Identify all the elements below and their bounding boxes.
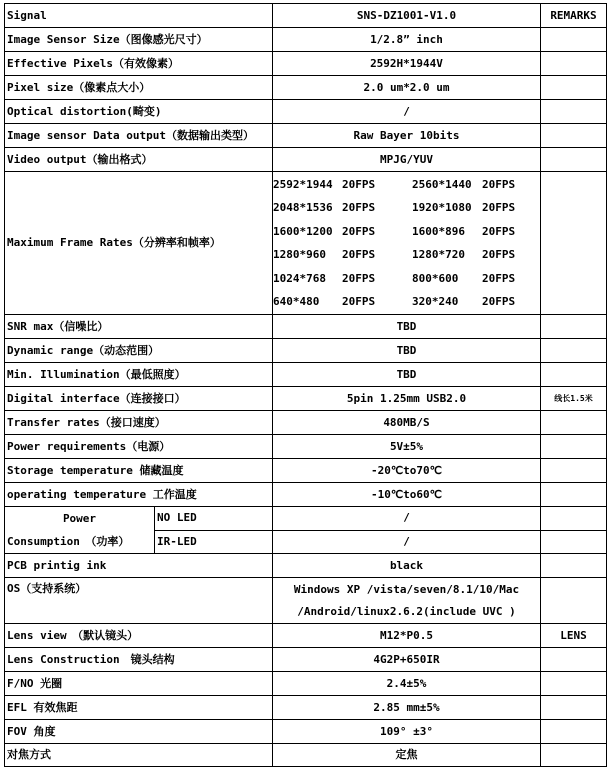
table-row bbox=[5, 28, 607, 52]
power-label-line1: Power bbox=[62, 512, 97, 525]
ir-led-value: / bbox=[273, 530, 541, 554]
fps: 20FPS bbox=[482, 177, 516, 191]
row-label: Lens Construction 镜头结构 bbox=[5, 648, 273, 672]
row-label: Pixel size（像素点大小） bbox=[5, 76, 273, 100]
os-label: OS（支持系统） bbox=[5, 578, 273, 624]
table-row bbox=[5, 672, 607, 696]
spec-table bbox=[4, 3, 607, 767]
row-value: 2.0 um*2.0 um bbox=[273, 76, 541, 100]
row-label: Dynamic range（动态范围） bbox=[5, 339, 273, 363]
row-remarks bbox=[541, 100, 607, 124]
fps: 20FPS bbox=[482, 201, 516, 214]
power-label-line2: Consumption （功率） bbox=[7, 535, 130, 548]
row-label: Image Sensor Size（图像感光尺寸） bbox=[5, 28, 273, 52]
row-remarks bbox=[541, 339, 607, 363]
row-value: 5V±5% bbox=[273, 435, 541, 459]
row-remarks: 线长1.5米 bbox=[541, 387, 607, 411]
table-row bbox=[5, 554, 607, 578]
row-value: 2592H*1944V bbox=[273, 52, 541, 76]
row-label: Lens view （默认镜头） bbox=[5, 624, 273, 648]
fps: 20FPS bbox=[342, 177, 376, 191]
row-label: 对焦方式 bbox=[5, 744, 273, 767]
table-row bbox=[5, 76, 607, 100]
fps: 20FPS bbox=[482, 224, 516, 238]
row-remarks bbox=[541, 507, 607, 531]
row-value: 定焦 bbox=[273, 744, 541, 767]
table-row bbox=[5, 744, 607, 767]
row-remarks bbox=[541, 124, 607, 148]
row-label: Power requirements（电源） bbox=[5, 435, 273, 459]
row-remarks bbox=[541, 483, 607, 507]
row-remarks bbox=[541, 720, 607, 744]
row-label: operating temperature 工作温度 bbox=[5, 483, 273, 507]
resolution: 800*600 bbox=[412, 271, 459, 285]
fps: 20FPS bbox=[482, 271, 516, 285]
resolution: 640*480 bbox=[273, 295, 320, 308]
os-line2: /Android/linux2.6.2(include UVC ) bbox=[297, 604, 516, 618]
row-value: Raw Bayer 10bits bbox=[273, 124, 541, 148]
row-label: Transfer rates（接口速度） bbox=[5, 411, 273, 435]
row-label: Storage temperature 储藏温度 bbox=[5, 459, 273, 483]
remarks-header: REMARKS bbox=[541, 4, 607, 28]
row-value: 4G2P+650IR bbox=[273, 648, 541, 672]
row-label: F/NO 光圈 bbox=[5, 672, 273, 696]
resolution: 1024*768 bbox=[273, 271, 326, 285]
row-remarks bbox=[541, 554, 607, 578]
table-row bbox=[5, 648, 607, 672]
fps: 20FPS bbox=[342, 248, 376, 261]
row-remarks bbox=[541, 76, 607, 100]
row-remarks bbox=[541, 411, 607, 435]
row-value: TBD bbox=[273, 363, 541, 387]
row-remarks bbox=[541, 530, 607, 554]
row-remarks bbox=[541, 363, 607, 387]
frame-rate-line bbox=[273, 267, 540, 291]
row-remarks bbox=[541, 459, 607, 483]
frame-rates-row bbox=[5, 172, 607, 315]
frame-rate-line bbox=[273, 173, 540, 197]
os-value bbox=[273, 578, 541, 624]
row-label: Optical distortion(畸变) bbox=[5, 100, 273, 124]
table-row bbox=[5, 100, 607, 124]
model-value: SNS-DZ1001-V1.0 bbox=[273, 4, 541, 28]
row-value: 5pin 1.25mm USB2.0 bbox=[273, 387, 541, 411]
table-row bbox=[5, 387, 607, 411]
row-remarks bbox=[541, 28, 607, 52]
fps: 20FPS bbox=[482, 248, 516, 261]
table-row bbox=[5, 52, 607, 76]
row-label: Video output（输出格式） bbox=[5, 148, 273, 172]
row-remarks bbox=[541, 696, 607, 720]
row-value: TBD bbox=[273, 315, 541, 339]
resolution: 2048*1536 bbox=[273, 201, 333, 214]
row-remarks bbox=[541, 52, 607, 76]
row-label: PCB printig ink bbox=[5, 554, 273, 578]
table-row bbox=[5, 411, 607, 435]
table-row bbox=[5, 624, 607, 648]
frame-rates-cell bbox=[273, 172, 541, 315]
row-remarks bbox=[541, 672, 607, 696]
resolution: 2592*1944 bbox=[273, 177, 333, 191]
row-label: Effective Pixels（有效像素） bbox=[5, 52, 273, 76]
os-line1: Windows XP /vista/seven/8.1/10/Mac bbox=[293, 582, 520, 596]
row-label: Image sensor Data output（数据输出类型） bbox=[5, 124, 273, 148]
fps: 20FPS bbox=[342, 224, 376, 238]
no-led-label: NO LED bbox=[155, 507, 273, 531]
resolution: 1920*1080 bbox=[412, 201, 472, 214]
row-label: EFL 有效焦距 bbox=[5, 696, 273, 720]
table-row bbox=[5, 148, 607, 172]
resolution: 1280*960 bbox=[273, 248, 326, 261]
table-row bbox=[5, 483, 607, 507]
fps: 20FPS bbox=[482, 295, 516, 308]
row-value: black bbox=[273, 554, 541, 578]
fps: 20FPS bbox=[342, 271, 376, 285]
resolution: 2560*1440 bbox=[412, 177, 472, 191]
resolution: 320*240 bbox=[412, 295, 459, 308]
power-consumption-label bbox=[5, 507, 155, 554]
row-value: 480MB/S bbox=[273, 411, 541, 435]
row-remarks: LENS bbox=[541, 624, 607, 648]
table-row bbox=[5, 315, 607, 339]
fps: 20FPS bbox=[342, 201, 376, 214]
table-row bbox=[5, 720, 607, 744]
frame-rates-label: Maximum Frame Rates（分辨率和帧率） bbox=[5, 172, 273, 315]
row-value: TBD bbox=[273, 339, 541, 363]
row-value: -20℃to70℃ bbox=[273, 459, 541, 483]
row-label: SNR max（信噪比） bbox=[5, 315, 273, 339]
row-value: M12*P0.5 bbox=[273, 624, 541, 648]
row-value: MPJG/YUV bbox=[273, 148, 541, 172]
frame-rate-line bbox=[273, 196, 540, 220]
row-label: FOV 角度 bbox=[5, 720, 273, 744]
os-row bbox=[5, 578, 607, 624]
table-row bbox=[5, 124, 607, 148]
table-row bbox=[5, 459, 607, 483]
row-value: 109° ±3° bbox=[273, 720, 541, 744]
ir-led-label: IR-LED bbox=[155, 530, 273, 554]
row-remarks bbox=[541, 172, 607, 315]
row-value: 1/2.8” inch bbox=[273, 28, 541, 52]
row-remarks bbox=[541, 648, 607, 672]
fps: 20FPS bbox=[342, 295, 376, 308]
power-row-no-led bbox=[5, 507, 607, 531]
table-row bbox=[5, 339, 607, 363]
frame-rate-line bbox=[273, 243, 540, 267]
row-value: 2.85 mm±5% bbox=[273, 696, 541, 720]
signal-label: Signal bbox=[5, 4, 273, 28]
resolution: 1600*1200 bbox=[273, 224, 333, 238]
row-value: / bbox=[273, 100, 541, 124]
table-row bbox=[5, 363, 607, 387]
resolution: 1600*896 bbox=[412, 224, 465, 238]
table-row bbox=[5, 435, 607, 459]
row-remarks bbox=[541, 578, 607, 624]
resolution: 1280*720 bbox=[412, 248, 465, 261]
row-remarks bbox=[541, 148, 607, 172]
row-value: -10℃to60℃ bbox=[273, 483, 541, 507]
row-label: Digital interface（连接接口） bbox=[5, 387, 273, 411]
table-header-row bbox=[5, 4, 607, 28]
row-remarks bbox=[541, 315, 607, 339]
row-remarks bbox=[541, 435, 607, 459]
frame-rate-line bbox=[273, 220, 540, 244]
row-value: 2.4±5% bbox=[273, 672, 541, 696]
no-led-value: / bbox=[273, 507, 541, 531]
frame-rate-line bbox=[273, 290, 540, 314]
row-label: Min. Illumination（最低照度） bbox=[5, 363, 273, 387]
table-row bbox=[5, 696, 607, 720]
row-remarks bbox=[541, 744, 607, 767]
